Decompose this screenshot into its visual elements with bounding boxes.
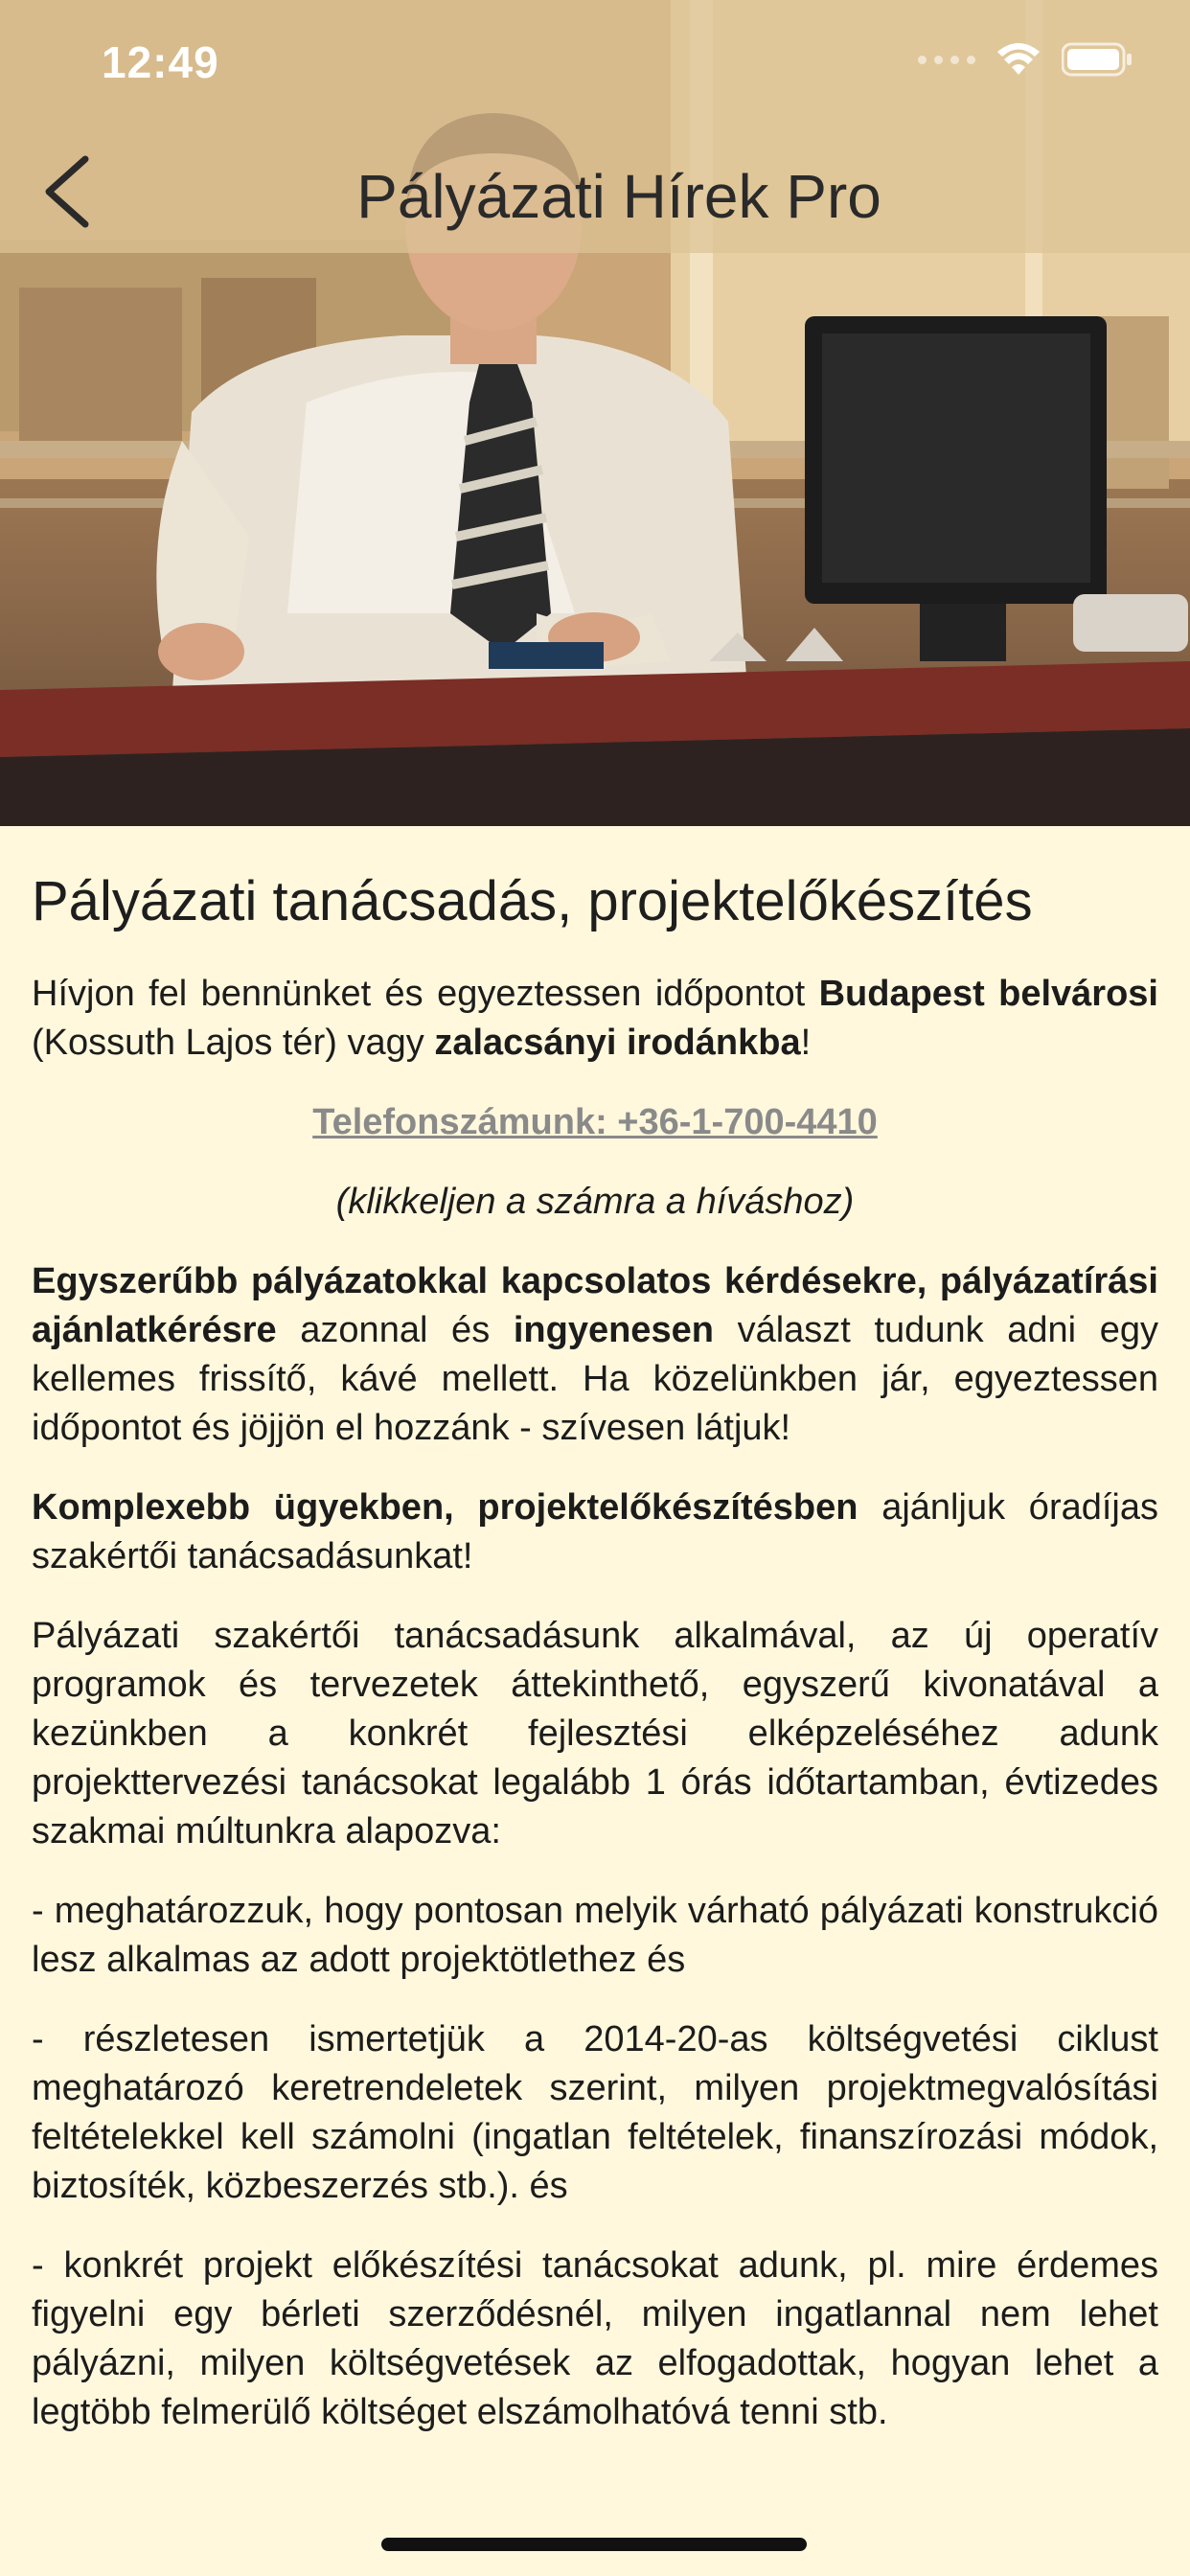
page-title: Pályázati Hírek Pro [356,162,881,231]
battery-icon [1062,42,1133,77]
status-time: 12:49 [102,37,219,87]
complex-cases-paragraph [32,1484,1158,1581]
navigation-bar [0,0,1190,253]
intro-bold-1: Budapest belvárosi [818,973,1158,1014]
status-icons [918,42,1133,77]
cellular-signal-icon [918,56,975,64]
list-item-3: - konkrét projekt előkészítési tanácsokat adunk, pl. mire érdemes figyelni egy bérleti szerződésnél, milyen ingatlannal nem lehet pályázni, milyen költségvetések az elfogadottak, hogyan lehet a legtöbb felmerülő költséget elszámolhatóvá tenni stb. [32,2244,1158,2432]
p3-text-1: ajánljuk óradíjas szakértői tanácsadásunkat! [32,1486,1158,1576]
phone-number-link[interactable]: Telefonszámunk: +36-1-700-4410 [312,1101,878,1142]
intro-text-3: ! [800,1022,812,1063]
p2-text-1: azonnal és [276,1309,514,1350]
intro-paragraph [32,970,1158,1068]
list-item-2: - részletesen ismertetjük a 2014-20-as költségvetési ciklust meghatározó keretrendeletek szerint, milyen projektmegvalósítási feltételekkel kell számolni (ingatlan feltételek, finanszírozási módok, biztosíték, közbeszerzés stb.). és [32,2018,1158,2206]
p3-bold-1: Komplexebb ügyekben, projektelőkészítésben [32,1486,858,1528]
intro-text-1: Hívjon fel bennünket és egyeztessen időpontot [32,973,819,1014]
free-consultation-paragraph [32,1257,1158,1453]
wifi-icon [996,42,1041,77]
home-indicator [381,2538,807,2551]
intro-text-2: (Kossuth Lajos tér) vagy [32,1022,435,1063]
article-heading: Pályázati tanácsadás, projektelőkészítés [32,870,1033,932]
list-item-1: - meghatározzuk, hogy pontosan melyik várható pályázati konstrukció lesz alkalmas az adott projektötlethez és [32,1890,1158,1980]
intro-bold-2: zalacsányi irodánkba [434,1022,801,1063]
p2-bold-2: ingyenesen [513,1309,714,1350]
article-content [32,867,1158,2468]
p2-text-2: választ tudunk adni egy kellemes frissítő, kávé mellett. Ha közelünkben jár, egyeztessen időpontot és jöjjön el hozzánk - szívesen látjuk! [32,1309,1158,1448]
p2-bold-1: Egyszerűbb pályázatokkal kapcsolatos kérdésekre, pályázatírási ajánlatkérésre [32,1260,1158,1350]
consulting-paragraph: Pályázati szakértői tanácsadásunk alkalmával, az új operatív programok és tervezetek áttekinthető, egyszerű kivonatával a kezünkben a konkrét fejlesztési elképzeléséhez adunk projekttervezési tanácsokat legalább 1 órás időtartamban, évtizedes szakmai múltunkra alapozva: [32,1615,1158,1852]
phone-paragraph [32,1098,1158,1147]
phone-hint: (klikkeljen a számra a híváshoz) [335,1181,855,1222]
